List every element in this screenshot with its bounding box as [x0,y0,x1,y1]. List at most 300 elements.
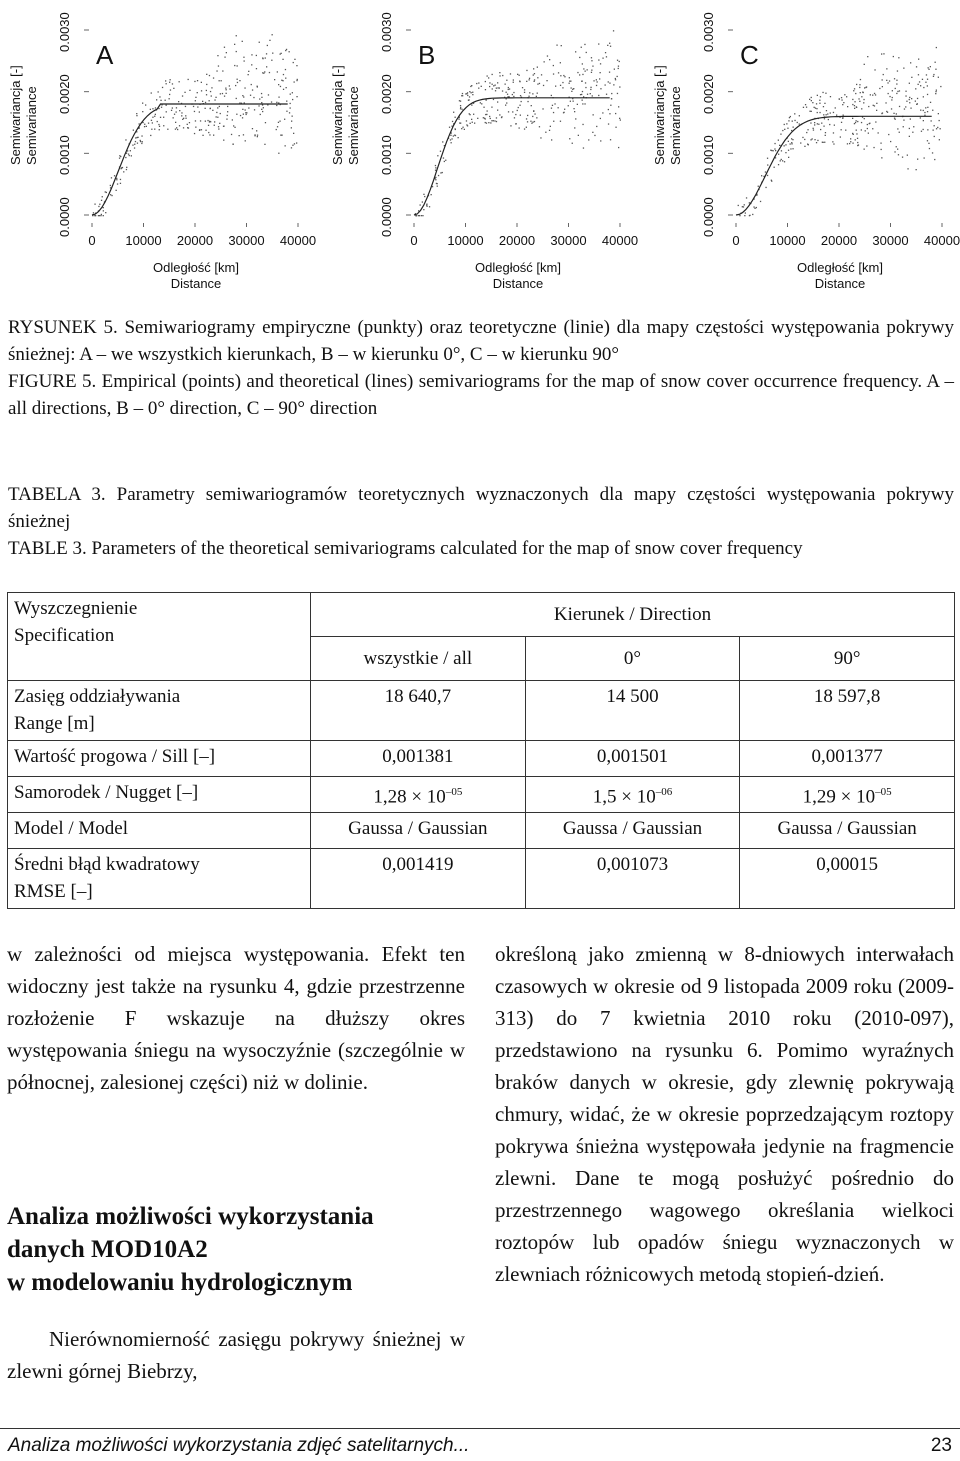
empirical-point [592,95,593,96]
empirical-point [582,124,583,125]
empirical-point [792,121,793,122]
empirical-point [216,116,217,117]
empirical-point [902,157,903,158]
empirical-point [480,102,481,103]
empirical-point [179,125,180,126]
empirical-point [220,113,221,114]
empirical-point [560,121,561,122]
empirical-point [916,104,917,105]
empirical-point [888,93,889,94]
empirical-point [218,128,219,129]
empirical-point [556,45,557,46]
empirical-point [617,76,618,77]
empirical-point [277,126,278,127]
empirical-point [426,206,427,207]
empirical-point [102,196,103,197]
empirical-point [537,77,538,78]
empirical-point [488,122,489,123]
empirical-point [864,149,865,150]
empirical-point [549,130,550,131]
empirical-point [558,72,559,73]
empirical-point [172,83,173,84]
empirical-point [467,92,468,93]
empirical-point [276,105,277,106]
empirical-point [103,215,104,216]
empirical-point [461,95,462,96]
empirical-point [534,79,535,80]
empirical-point [251,84,252,85]
y-tick-label: 0.0020 [57,73,72,114]
empirical-point [778,164,779,165]
empirical-point [546,80,547,81]
empirical-point [292,145,293,146]
empirical-point [760,201,761,202]
empirical-point [256,130,257,131]
empirical-point [256,68,257,69]
empirical-point [513,79,514,80]
empirical-point [605,52,606,53]
empirical-point [227,111,228,112]
empirical-point [226,89,227,90]
empirical-point [493,120,494,121]
empirical-point [189,122,190,123]
table-row: Zasięg oddziaływania Range [m] 18 640,7 14 500 18 597,8 [8,681,955,741]
empirical-point [867,56,868,57]
empirical-point [560,62,561,63]
empirical-point [856,130,857,131]
empirical-point [246,114,247,115]
empirical-point [822,142,823,143]
empirical-point [784,161,785,162]
empirical-point [608,81,609,82]
empirical-point [454,135,455,136]
empirical-point [519,81,520,82]
empirical-point [926,74,927,75]
empirical-point [756,207,757,208]
empirical-point [278,153,279,154]
empirical-point [876,110,877,111]
empirical-point [744,204,745,205]
empirical-point [524,89,525,90]
empirical-point [194,81,195,82]
semivariogram-panel-a [0,0,320,300]
empirical-point [526,127,527,128]
empirical-point [235,85,236,86]
empirical-point [811,100,812,101]
empirical-point [212,110,213,111]
empirical-point [496,121,497,122]
empirical-point [924,112,925,113]
empirical-point [870,94,871,95]
empirical-point [790,148,791,149]
empirical-point [251,54,252,55]
empirical-point [258,105,259,106]
empirical-point [120,156,121,157]
empirical-point [231,134,232,135]
empirical-point [489,116,490,117]
empirical-point [591,70,592,71]
table-row: Samorodek / Nugget [–] $1,28 \times 10^{-05}$ $1,5 \times 10^{-06}$ $1,29 \times 10^{-05}$ [8,777,955,813]
empirical-point [765,171,766,172]
empirical-point [882,79,883,80]
empirical-point [550,126,551,127]
empirical-point [487,110,488,111]
empirical-point [223,140,224,141]
empirical-point [221,80,222,81]
empirical-point [218,126,219,127]
empirical-point [794,120,795,121]
empirical-point [883,74,884,75]
empirical-point [142,111,143,112]
empirical-point [863,102,864,103]
empirical-point [146,126,147,127]
empirical-point [814,122,815,123]
empirical-point [271,60,272,61]
x-tick-label: 40000 [601,233,639,248]
empirical-point [260,114,261,115]
empirical-point [459,100,460,101]
empirical-point [116,178,117,179]
empirical-point [502,75,503,76]
plot-area [322,0,642,300]
empirical-point [243,57,244,58]
empirical-point [243,134,244,135]
empirical-point [252,89,253,90]
empirical-point [236,35,237,36]
empirical-point [784,145,785,146]
empirical-point [208,132,209,133]
empirical-point [803,107,804,108]
empirical-point [856,106,857,107]
empirical-point [543,85,544,86]
x-tick-label: 0 [410,233,418,248]
empirical-point [151,129,152,130]
empirical-point [276,129,277,130]
table-caption-en: TABLE 3. Parameters of the theoretical semivariograms calculated for the map of snow cover frequency [8,538,803,559]
empirical-point [829,124,830,125]
empirical-point [809,99,810,100]
empirical-point [481,86,482,87]
empirical-point [291,147,292,148]
empirical-point [495,85,496,86]
empirical-point [590,89,591,90]
x-tick-label: 40000 [279,233,317,248]
empirical-point [925,107,926,108]
empirical-point [782,130,783,131]
empirical-point [483,117,484,118]
empirical-point [492,88,493,89]
empirical-point [242,95,243,96]
empirical-point [505,105,506,106]
x-tick-label: 20000 [820,233,858,248]
y-tick-label: 0.0020 [379,73,394,114]
empirical-point [940,128,941,129]
empirical-point [864,87,865,88]
empirical-point [261,93,262,94]
empirical-point [532,93,533,94]
empirical-point [833,132,834,133]
empirical-point [933,130,934,131]
empirical-point [485,81,486,82]
empirical-point [854,101,855,102]
empirical-point [570,81,571,82]
empirical-point [506,92,507,93]
col-0: 0° [525,637,740,681]
empirical-point [167,129,168,130]
empirical-point [450,135,451,136]
empirical-point [534,81,535,82]
empirical-point [575,51,576,52]
empirical-point [819,103,820,104]
empirical-point [584,103,585,104]
empirical-point [563,75,564,76]
empirical-point [499,72,500,73]
empirical-point [927,129,928,130]
empirical-point [187,124,188,125]
empirical-point [152,117,153,118]
empirical-point [416,215,417,216]
empirical-point [478,88,479,89]
empirical-point [609,83,610,84]
empirical-point [152,108,153,109]
empirical-point [152,122,153,123]
empirical-point [201,90,202,91]
empirical-point [460,123,461,124]
empirical-point [894,151,895,152]
empirical-point [502,90,503,91]
empirical-point [791,143,792,144]
empirical-point [897,149,898,150]
empirical-point [590,93,591,94]
empirical-point [159,126,160,127]
empirical-point [552,105,553,106]
empirical-point [790,143,791,144]
empirical-point [440,151,441,152]
empirical-point [738,205,739,206]
empirical-point [788,150,789,151]
empirical-point [116,179,117,180]
empirical-point [859,84,860,85]
empirical-point [767,175,768,176]
empirical-point [592,66,593,67]
empirical-point [910,62,911,63]
running-title: Analiza możliwości wykorzystania zdjęć satelitarnych... [8,1435,470,1456]
empirical-point [881,149,882,150]
empirical-point [166,105,167,106]
empirical-point [529,78,530,79]
empirical-point [224,47,225,48]
empirical-point [455,117,456,118]
empirical-point [526,118,527,119]
empirical-point [281,135,282,136]
empirical-point [159,129,160,130]
empirical-point [864,118,865,119]
empirical-point [909,136,910,137]
empirical-point [615,79,616,80]
y-tick-label: 0.0030 [379,12,394,52]
empirical-point [826,110,827,111]
empirical-point [746,197,747,198]
empirical-point [510,125,511,126]
empirical-point [202,135,203,136]
y-axis-label: Semiwariancja [-] Semivariance [8,65,39,165]
empirical-point [157,121,158,122]
empirical-point [501,116,502,117]
empirical-point [582,100,583,101]
empirical-point [150,109,151,110]
empirical-point [788,141,789,142]
empirical-point [227,115,228,116]
empirical-point [216,112,217,113]
empirical-point [296,96,297,97]
empirical-point [497,101,498,102]
empirical-point [226,119,227,120]
empirical-point [240,115,241,116]
empirical-point [284,119,285,120]
empirical-point [496,88,497,89]
empirical-point [778,154,779,155]
empirical-point [286,101,287,102]
empirical-point [915,101,916,102]
empirical-point [561,45,562,46]
empirical-point [264,144,265,145]
empirical-point [791,142,792,143]
empirical-point [223,126,224,127]
empirical-point [892,97,893,98]
empirical-point [618,147,619,148]
empirical-point [903,120,904,121]
empirical-point [169,82,170,83]
empirical-point [618,68,619,69]
empirical-point [244,60,245,61]
empirical-point [534,113,535,114]
empirical-point [485,122,486,123]
empirical-point [207,120,208,121]
empirical-point [862,92,863,93]
empirical-point [292,92,293,93]
semivariogram-panel-b [322,0,642,300]
empirical-point [807,144,808,145]
empirical-point [936,47,937,48]
empirical-point [539,83,540,84]
empirical-point [185,118,186,119]
empirical-point [229,85,230,86]
empirical-point [541,74,542,75]
x-tick-label: 10000 [447,233,484,248]
empirical-point [934,125,935,126]
right-column-text: określoną jako zmienną w 8-dniowych interwałach czasowych w okresie od 9 listopada 2009 roku (2009-313) do 7 kwietnia 2010 roku (2010-097), przedstawiono na rysunku 6. Pomimo wyraźnych braków danych w okresie, gdy zlewnię pokrywają chmury, widać, że w okresie poprzedzającym roztopy pokrywa śnieżna występowała jedynie na fragmencie zlewni. Dane te mogą posłużyć pośrednio do przestrzennego wagowego określania wielkoci roztopów lub opadów śniegu wyznaczonych w zlewniach różnicowych metodą stopień-dzień. [495,942,954,1286]
empirical-point [527,121,528,122]
empirical-point [422,201,423,202]
empirical-point [211,87,212,88]
empirical-point [749,215,750,216]
empirical-point [208,125,209,126]
empirical-point [553,121,554,122]
y-tick-label: 0.0020 [701,73,716,114]
empirical-point [105,212,106,213]
empirical-point [257,136,258,137]
empirical-point [857,121,858,122]
empirical-point [279,121,280,122]
empirical-point [568,105,569,106]
empirical-point [916,169,917,170]
empirical-point [583,147,584,148]
empirical-point [188,79,189,80]
empirical-point [784,124,785,125]
empirical-point [491,120,492,121]
empirical-point [117,183,118,184]
empirical-point [842,117,843,118]
empirical-point [825,135,826,136]
empirical-point [826,114,827,115]
empirical-point [819,112,820,113]
empirical-point [909,102,910,103]
empirical-point [460,105,461,106]
empirical-point [927,111,928,112]
empirical-point [774,167,775,168]
empirical-point [868,106,869,107]
empirical-point [892,90,893,91]
empirical-point [290,103,291,104]
empirical-point [816,142,817,143]
empirical-point [610,46,611,47]
empirical-point [205,102,206,103]
empirical-point [841,99,842,100]
empirical-point [767,164,768,165]
empirical-point [469,91,470,92]
empirical-point [791,138,792,139]
empirical-point [165,100,166,101]
empirical-point [166,83,167,84]
parameters-table [7,592,955,909]
empirical-point [154,129,155,130]
empirical-point [129,155,130,156]
empirical-point [209,121,210,122]
empirical-point [140,140,141,141]
empirical-point [271,101,272,102]
empirical-point [883,53,884,54]
empirical-point [927,140,928,141]
empirical-point [749,202,750,203]
empirical-point [917,159,918,160]
empirical-point [610,105,611,106]
empirical-point [163,125,164,126]
empirical-point [176,107,177,108]
empirical-point [913,126,914,127]
empirical-point [219,106,220,107]
empirical-point [219,123,220,124]
empirical-point [856,120,857,121]
empirical-point [519,75,520,76]
empirical-point [852,118,853,119]
empirical-point [618,66,619,67]
empirical-point [587,69,588,70]
empirical-point [206,74,207,75]
empirical-point [239,80,240,81]
empirical-point [886,80,887,81]
empirical-point [222,93,223,94]
empirical-point [906,101,907,102]
empirical-point [619,86,620,87]
empirical-point [573,108,574,109]
empirical-point [263,107,264,108]
empirical-point [542,108,543,109]
empirical-point [896,113,897,114]
empirical-point [560,85,561,86]
empirical-point [564,76,565,77]
empirical-point [280,86,281,87]
empirical-point [531,123,532,124]
